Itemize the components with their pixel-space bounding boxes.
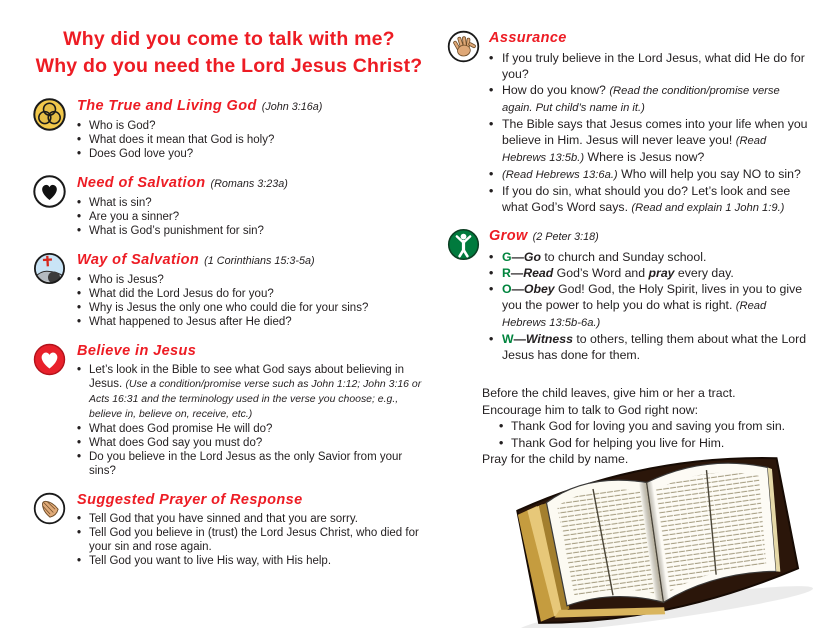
bullet-item (77, 210, 425, 224)
section-need-of-salvation (33, 175, 425, 238)
text-segment: God! God, the Holy Spirit, lives in you to give you the power to help you do what is right. (502, 282, 803, 312)
section-grow (447, 228, 813, 363)
section-heading-text: Assurance (489, 30, 567, 46)
text-segment: Does God love you? (89, 148, 194, 160)
text-segment: Let’s look in the Bible to see what God says about believing in Jesus. (89, 364, 404, 390)
bullet-item (77, 196, 425, 210)
text-segment: — (511, 282, 524, 296)
closing-line: Pray for the child by name. (482, 452, 629, 466)
section-heading-text: Believe in Jesus (77, 343, 197, 359)
section-heading-text: The True and Living God (77, 98, 257, 114)
bullet-item (489, 166, 813, 183)
text-segment: Who is Jesus? (89, 274, 164, 286)
section-heading (77, 175, 425, 193)
bullet-list (489, 249, 813, 363)
closing-line: Before the child leaves, give him or her a tract. (482, 386, 736, 400)
text-segment: — (511, 250, 524, 264)
text-segment: O (502, 282, 512, 296)
text-segment: The Bible says that Jesus comes into your life when you believe in Him. Jesus will never leave you! (502, 117, 808, 147)
verse-reference: (1 Corinthians 15:3-5a) (204, 255, 315, 267)
text-segment: What is God’s punishment for sin? (89, 225, 264, 237)
bullet-list (77, 119, 425, 161)
bullet-item (77, 224, 425, 238)
section-heading (77, 98, 425, 116)
text-segment: How do you know? (502, 83, 610, 97)
text-segment: (Use a condition/promise verse such as John 1:12; John 3:16 or Acts 16:31 and the terminology used in the verse you choose; e.g., believe in, believe on, receive, etc.) (89, 379, 422, 420)
bullet-item (489, 82, 813, 116)
text-segment: God’s Word and (553, 266, 649, 280)
closing-bullet: • Thank God for helping you live for Him. (499, 435, 813, 452)
bullet-item (77, 133, 425, 147)
bullet-list (77, 363, 425, 478)
bullet-list (77, 196, 425, 238)
text-segment: to others, telling them about what the Lord Jesus has done for them. (502, 332, 807, 362)
open-bible-photo (494, 438, 814, 628)
bullet-item (77, 422, 425, 436)
bullet-item (489, 116, 813, 166)
bullet-item (489, 50, 813, 82)
section-heading (77, 343, 425, 360)
text-segment: W (502, 332, 514, 346)
section-heading-text: Grow (489, 228, 528, 244)
verse-reference: (Romans 3:23a) (210, 178, 288, 190)
text-segment: (Read Hebrews 13:5b.) (502, 135, 767, 164)
bullet-item (77, 512, 425, 526)
section-heading (489, 30, 813, 47)
text-segment: What is sin? (89, 197, 152, 209)
page-title-line1: Why did you come to talk with me? (63, 28, 395, 50)
section-true-and-living-god (33, 98, 425, 161)
bullet-item (77, 363, 425, 422)
text-segment: Who is God? (89, 120, 156, 132)
black-heart-icon (33, 175, 66, 208)
section-suggested-prayer (33, 492, 425, 568)
bullet-item (489, 249, 813, 265)
section-believe-in-jesus (33, 343, 425, 478)
text-segment: Read (523, 266, 554, 280)
text-segment: Tell God you want to live His way, with His help. (89, 555, 332, 567)
text-segment: — (513, 332, 526, 346)
text-segment: R (502, 266, 511, 280)
verse-reference: (John 3:16a) (261, 101, 323, 113)
text-segment: to church and Sunday school. (540, 250, 707, 264)
text-segment: Where is Jesus now? (584, 150, 705, 164)
section-assurance (447, 30, 813, 216)
bullet-item (489, 183, 813, 216)
bullet-item (77, 119, 425, 133)
text-segment: Obey (523, 282, 555, 296)
closing-line: Encourage him to talk to God right now: (482, 402, 698, 417)
bullet-item (77, 554, 425, 568)
text-segment: What happened to Jesus after He died? (89, 316, 292, 328)
open-hand-icon (447, 30, 480, 63)
text-segment: (Read Hebrews 13:6a.) (502, 169, 618, 181)
believe-heart-icon (33, 343, 66, 376)
left-column (33, 26, 425, 582)
text-segment: pray (648, 266, 675, 280)
text-segment: — (510, 266, 524, 280)
verse-reference: (2 Peter 3:18) (532, 231, 599, 243)
bullet-list (77, 512, 425, 568)
right-column (447, 30, 813, 468)
text-segment: What did the Lord Jesus do for you? (89, 288, 274, 300)
text-segment: What does it mean that God is holy? (89, 134, 275, 146)
section-heading-text: Way of Salvation (77, 252, 200, 268)
page-title-line2: Why do you need the Lord Jesus Christ? (35, 55, 423, 77)
section-heading-text: Suggested Prayer of Response (77, 492, 303, 508)
text-segment: Who will help you say NO to sin? (617, 167, 801, 181)
text-segment: G (502, 250, 512, 264)
praying-hands-icon (33, 492, 66, 525)
trinity-circles-icon (33, 98, 66, 131)
bullet-item (77, 301, 425, 315)
text-segment: Witness (525, 332, 573, 346)
bullet-item (77, 287, 425, 301)
closing-bullet: • Thank God for loving you and saving you from sin. (499, 418, 813, 435)
text-segment: (Read Hebrews 13:5b-6a.) (502, 300, 767, 329)
bullet-item (77, 147, 425, 161)
text-segment: Why is Jesus the only one who could die for your sins? (89, 302, 369, 314)
bullet-item (489, 281, 813, 331)
text-segment: Do you believe in the Lord Jesus as the only Savior from your sins? (89, 451, 403, 477)
text-segment: (Read the condition/promise verse again. Put child’s name in it.) (502, 85, 780, 114)
text-segment: every day. (674, 266, 734, 280)
bullet-list (489, 50, 813, 216)
bullet-item (77, 450, 425, 478)
bullet-item (77, 273, 425, 287)
section-way-of-salvation (33, 252, 425, 329)
text-segment: What does God say you must do? (89, 437, 263, 449)
text-segment: Go (523, 250, 541, 264)
bullet-item (489, 265, 813, 281)
text-segment: Tell God that you have sinned and that you are sorry. (89, 513, 358, 525)
grow-figure-icon (447, 228, 480, 261)
empty-tomb-cross-icon (33, 252, 66, 285)
text-segment: If you truly believe in the Lord Jesus, what did He do for you? (502, 51, 805, 81)
bullet-item (77, 436, 425, 450)
text-segment: (Read and explain 1 John 1:9.) (631, 202, 785, 214)
page-title (33, 26, 425, 80)
bullet-item (77, 526, 425, 554)
bullet-list (77, 273, 425, 329)
section-heading-text: Need of Salvation (77, 175, 206, 191)
text-segment: Tell God you believe in (trust) the Lord Jesus Christ, who died for your sin and rose again. (89, 527, 419, 553)
bullet-item (489, 331, 813, 363)
section-heading (77, 252, 425, 270)
text-segment: Are you a sinner? (89, 211, 180, 223)
text-segment: If you do sin, what should you do? Let’s look and see what God’s Word says. (502, 184, 791, 214)
text-segment: What does God promise He will do? (89, 423, 273, 435)
bullet-item (77, 315, 425, 329)
section-heading (489, 228, 813, 246)
section-heading (77, 492, 425, 509)
